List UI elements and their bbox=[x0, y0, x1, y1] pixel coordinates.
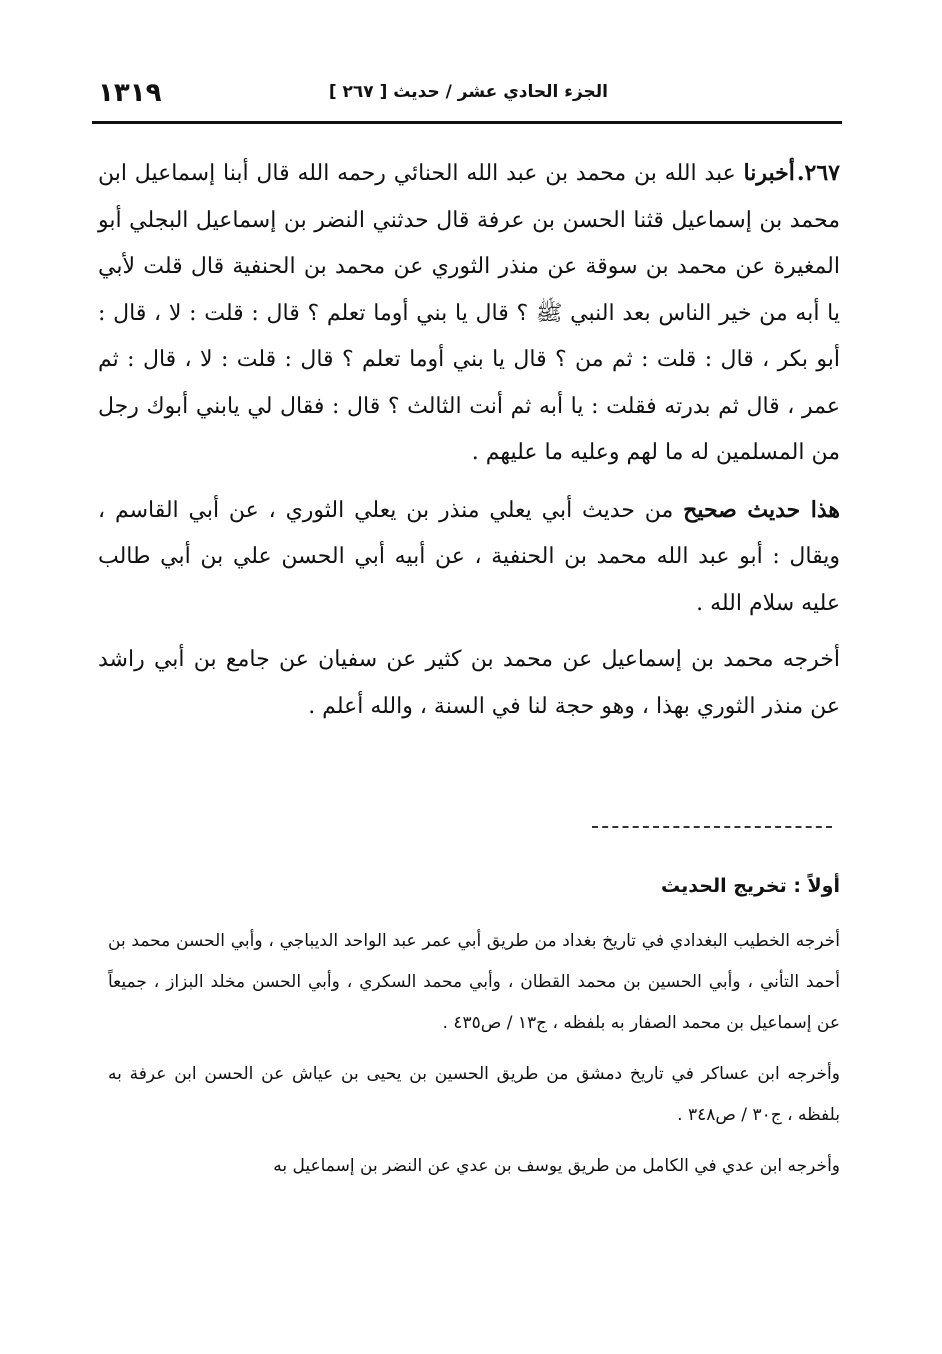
hadith-number: ٢٦٧. bbox=[796, 160, 840, 186]
grading-paragraph bbox=[98, 487, 840, 628]
running-title: الجزء الحادي عشر / حديث [ ٢٦٧ ] bbox=[328, 82, 608, 102]
note-paragraph: وأخرجه ابن عساكر في تاريخ دمشق من طريق الحسين بن يحيى بن عياش عن الحسن ابن عرفة به بلفظه ، ج٣٠ / ص٣٤٨ . bbox=[108, 1064, 840, 1125]
hadith-lead-word: أخبرنا bbox=[743, 160, 795, 186]
page-number: ١٣١٩ bbox=[98, 78, 162, 108]
footnote-separator bbox=[592, 826, 832, 828]
note-paragraph: أخرجه الخطيب البغدادي في تاريخ بغداد من طريق أبي عمر عبد الواحد الديباجي ، وأبي الحسن محمد بن أحمد التأني ، وأبي الحسين بن محمد القطان ، وأبي محمد السكري ، وأبي الحسن مخلد البزاز ، جميعاً عن إسماعيل بن محمد الصفار به بلفظه ، ج١٣ / ص٤٣٥ . bbox=[108, 931, 840, 1033]
header-rule bbox=[92, 121, 842, 124]
page-header bbox=[92, 70, 840, 116]
notes-heading: أولاً : تخريج الحديث bbox=[661, 875, 840, 897]
hadith-paragraph bbox=[98, 150, 840, 477]
footnotes bbox=[108, 866, 840, 1197]
main-text bbox=[98, 150, 840, 730]
takhrij-paragraph: أخرجه محمد بن إسماعيل عن محمد بن كثير عن سفيان عن جامع بن أبي راشد عن منذر الثوري بهذا ، وهو حجة لنا في السنة ، والله أعلم . bbox=[98, 647, 840, 719]
grading-lead: هذا حديث صحيح bbox=[683, 496, 840, 523]
note-paragraph: وأخرجه ابن عدي في الكامل من طريق يوسف بن عدي عن النضر بن إسماعيل به bbox=[273, 1156, 840, 1176]
grading-text: من حديث أبي يعلي منذر بن يعلي الثوري ، عن أبي القاسم ، ويقال : أبو عبد الله محمد بن الحنفية ، عن أبيه أبي الحسن علي بن أبي طالب عليه سلام الله . bbox=[98, 497, 840, 616]
hadith-text: عبد الله بن محمد بن عبد الله الحنائي رحمه الله قال أبنا إسماعيل ابن محمد بن إسماعيل قثنا الحسن بن عرفة قال حدثني النضر بن إسماعيل البجلي أبو المغيرة عن محمد بن سوقة عن منذر الثوري عن محمد بن الحنفية قال قلت لأبي يا أبه من خير الناس بعد النبي ﷺ ؟ قال يا بني أوما تعلم ؟ قال : قلت : لا ، قال : أبو بكر ، قال : قلت : ثم من ؟ قال يا بني أوما تعلم ؟ قال : قلت : لا ، قال : ثم عمر ، قال ثم بدرته فقلت : يا أبه ثم أنت الثالث ؟ قال : فقال لي يابني أبوك رجل من المسلمين له ما لهم وعليه ما عليهم . bbox=[98, 161, 840, 465]
